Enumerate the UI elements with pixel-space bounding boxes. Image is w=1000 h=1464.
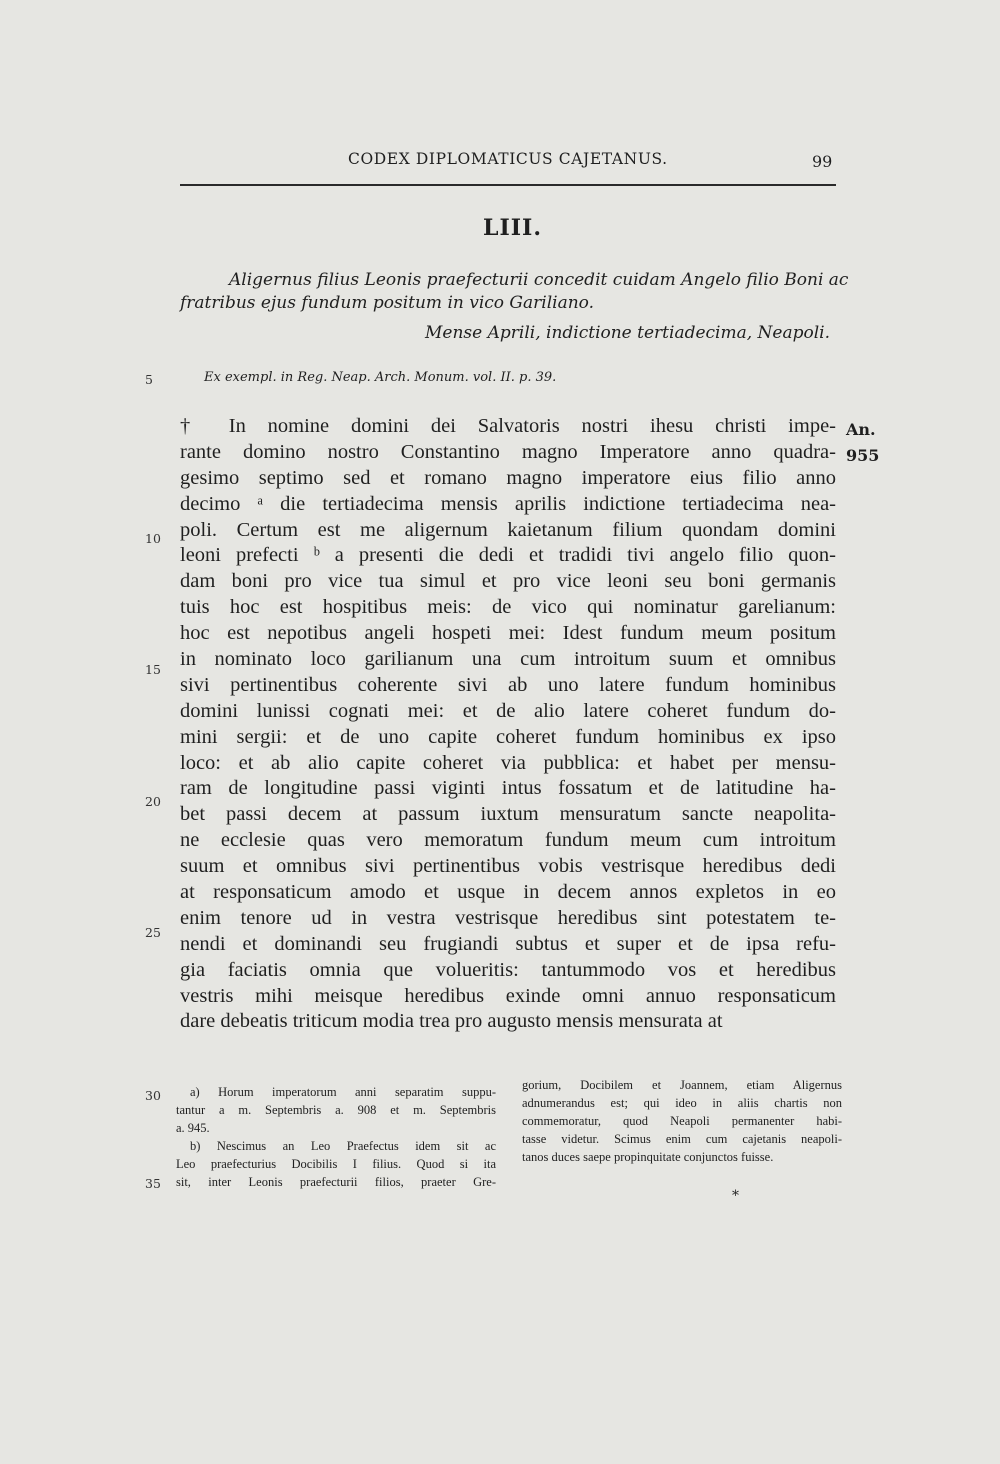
text-line: sivi pertinentibus coherente sivi ab uno latere fundum hominibus — [180, 673, 836, 696]
text-line: at responsaticum amodo et usque in decem annos expletos in eo — [180, 881, 836, 904]
header-rule — [180, 184, 836, 186]
text-line: leoni prefecti ᵇ a presenti die dedi et tradidi tivi angelo filio quon- — [180, 544, 836, 567]
footnote-line: a. 945. — [176, 1121, 210, 1135]
footnotes-left-column — [176, 1083, 496, 1191]
text-line: decimo ᵃ die tertiadecima mensis aprilis indictione tertiadecima nea- — [180, 492, 836, 515]
text-line: rante domino nostro Constantino magno Imperatore anno quadra- — [180, 440, 836, 463]
margin-note-label: An. — [846, 420, 876, 439]
summary-line-1: Aligernus filius Leonis praefecturii concedit cuidam Angelo filio Boni ac — [229, 270, 849, 290]
text-line: poli. Certum est me aligernum kaietanum filium quondam domini — [180, 518, 836, 541]
text-line: vestris mihi meisque heredibus exinde omni annuo responsaticum — [180, 984, 836, 1007]
summary-line-2: fratribus ejus fundum positum in vico Gariliano. — [180, 293, 595, 313]
text-line: loco: et ab alio capite coheret via pubblica: et habet per mensu- — [180, 751, 836, 774]
end-mark: * — [732, 1188, 739, 1204]
line-number: 35 — [145, 1176, 161, 1191]
footnote-line: gorium, Docibilem et Joannem, etiam Aligernus — [522, 1078, 842, 1092]
text-line: suum et omnibus sivi pertinentibus vobis vestrisque heredibus dedi — [180, 855, 836, 878]
charter-text — [180, 414, 836, 1035]
footnote-line: tasse videtur. Scimus enim cum cajetanis neapoli- — [522, 1132, 842, 1146]
line-number: 30 — [145, 1088, 161, 1103]
text-line: in nominato loco garilianum una cum introitum suum et omnibus — [180, 648, 836, 671]
footnote-line: tanos duces saepe propinquitate conjunctos fuisse. — [522, 1150, 774, 1164]
text-line: tuis hoc est hospitibus meis: de vico qui nominatur garelianum: — [180, 596, 836, 619]
footnote-line: Leo praefecturius Docibilis I filius. Quod si ita — [176, 1157, 496, 1171]
line-number: 25 — [145, 925, 161, 940]
footnote-line: tantur a m. Septembris a. 908 et m. Septembris — [176, 1103, 496, 1117]
footnote-line: a) Horum imperatorum anni separatim suppu- — [190, 1085, 496, 1099]
text-line: domini lunissi cognati mei: et de alio latere coheret fundum do- — [180, 699, 836, 722]
footnote-line: commemoratur, quod Neapoli permanenter habi- — [522, 1114, 842, 1128]
running-title: CODEX DIPLOMATICUS CAJETANUS. — [348, 150, 668, 168]
line-number: 15 — [145, 662, 161, 677]
text-line: enim tenore ud in vestra vestrisque heredibus sint potestatem te- — [180, 906, 836, 929]
text-line: mini sergii: et de uno capite coheret fundum hominibus ex ipso — [180, 725, 836, 748]
footnote-line: b) Nescimus an Leo Praefectus idem sit ac — [190, 1139, 496, 1153]
text-line: dare debeatis triticum modia trea pro augusto mensis mensurata at — [180, 1010, 723, 1033]
text-line: † In nomine domini dei Salvatoris nostri ihesu christi impe- — [180, 415, 836, 437]
footnotes-right-column — [522, 1076, 842, 1166]
source-reference: Ex exempl. in Reg. Neap. Arch. Monum. vol. II. p. 39. — [204, 370, 557, 385]
page-number: 99 — [812, 152, 833, 171]
document-number: LIII. — [483, 215, 543, 241]
text-line: nendi et dominandi seu frugiandi subtus et super et de ipsa refu- — [180, 932, 836, 955]
text-line: gesimo septimo sed et romano magno imperatore eius filio anno — [180, 466, 836, 489]
line-number: 20 — [145, 794, 161, 809]
footnote-line: adnumerandus est; qui ideo in aliis chartis non — [522, 1096, 842, 1110]
line-number: 10 — [145, 531, 161, 546]
text-line: gia faciatis omnia que volueritis: tantummodo vos et heredibus — [180, 958, 836, 981]
margin-note-year: 955 — [846, 446, 880, 465]
text-line: ram de longitudine passi viginti intus fossatum et de latitudine ha- — [180, 777, 836, 800]
document-date: Mense Aprili, indictione tertiadecima, Neapoli. — [425, 323, 831, 343]
text-line: dam boni pro vice tua simul et pro vice leoni seu boni germanis — [180, 570, 836, 593]
footnote-line: sit, inter Leonis praefecturii filios, praeter Gre- — [176, 1175, 496, 1189]
line-number: 5 — [145, 372, 153, 387]
text-line: ne ecclesie quas vero memoratum fundum meum cum introitum — [180, 829, 836, 852]
text-line: hoc est nepotibus angeli hospeti mei: Idest fundum meum positum — [180, 622, 836, 645]
text-line: bet passi decem at passum iuxtum mensuratum sancte neapolita- — [180, 803, 836, 826]
